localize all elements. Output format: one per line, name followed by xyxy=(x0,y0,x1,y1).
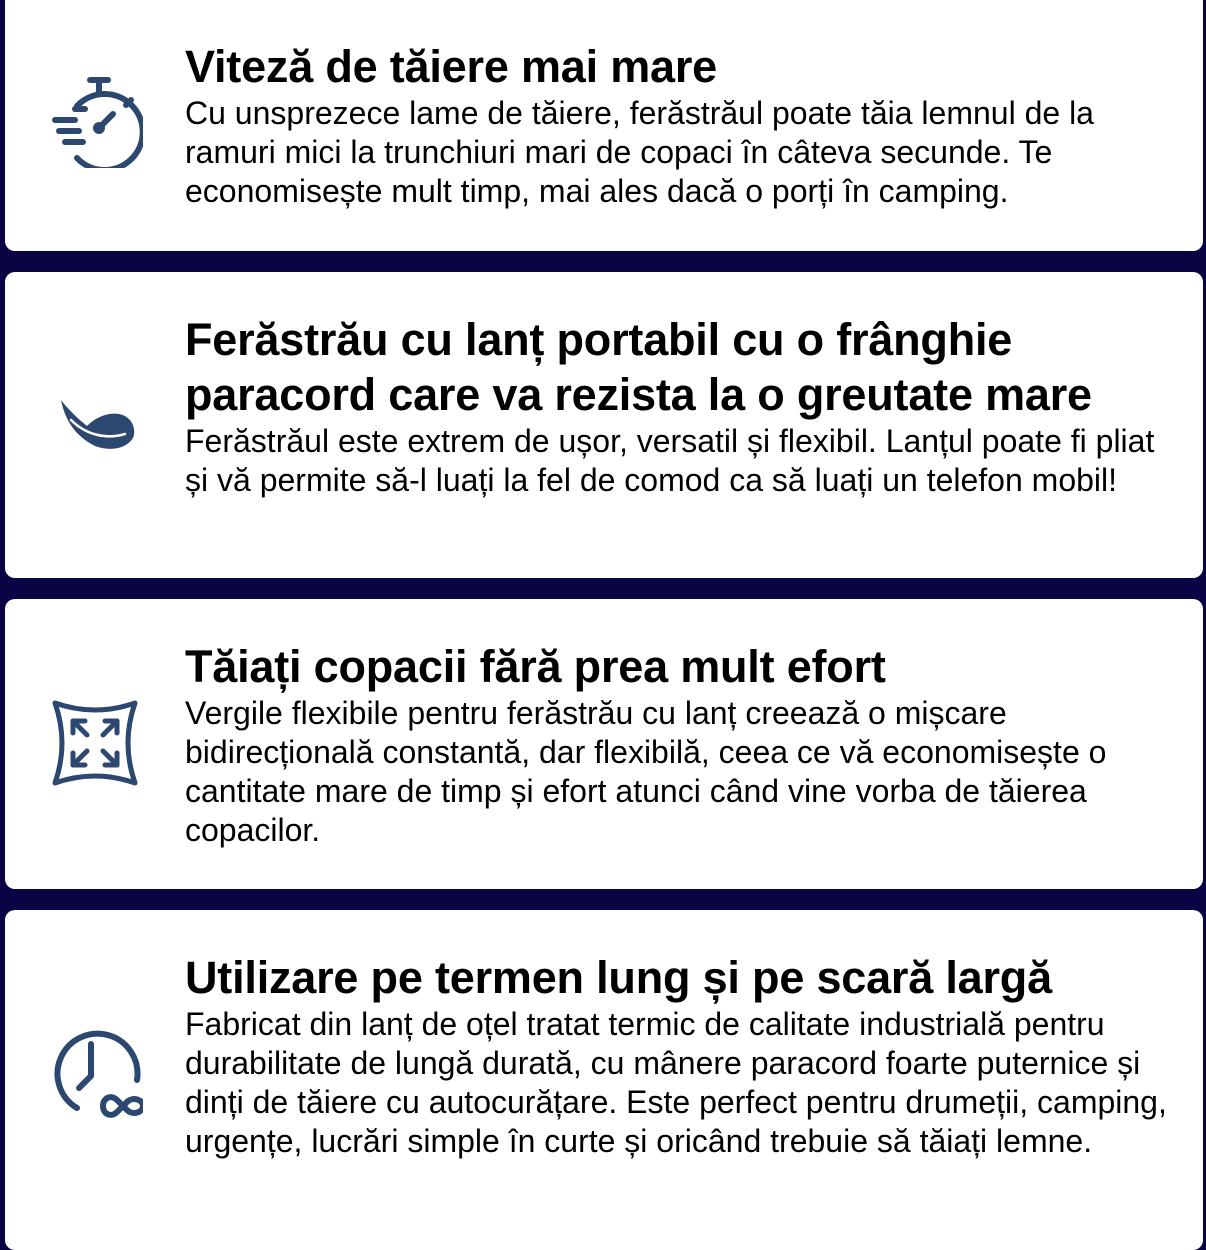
feature-card-portable xyxy=(5,272,1203,578)
clock-infinity-icon xyxy=(47,1024,143,1120)
feature-text xyxy=(185,639,1167,850)
feature-description: Cu unsprezece lame de tăiere, ferăstrăul poate tăia lemnul de la ramuri mici la trunchiuri mari de copaci în câteva secunde. Te economisește mult timp, mai ales dacă o porți în camping. xyxy=(185,95,1094,209)
feather-icon xyxy=(47,378,143,474)
feature-card-effortless xyxy=(5,599,1203,889)
feature-text xyxy=(185,39,1167,211)
feature-title: Utilizare pe termen lung și pe scară largă xyxy=(185,952,1052,1003)
feature-description: Vergile flexibile pentru ferăstrău cu lanț creează o mișcare bidirecțională constantă, dar flexibilă, ceea ce vă economisește o cantitate mare de timp și efort atunci când vine vorba de tăierea copacilor. xyxy=(185,695,1107,848)
feature-title: Viteză de tăiere mai mare xyxy=(185,41,717,92)
stopwatch-speed-icon xyxy=(47,72,143,168)
feature-text xyxy=(185,950,1167,1161)
feature-description: Ferăstrăul este extrem de ușor, versatil și flexibil. Lanțul poate fi pliat și vă permite să-l luați la fel de comod ca să luați un telefon mobil! xyxy=(185,423,1155,498)
feature-card-durability xyxy=(5,910,1203,1250)
feature-description: Fabricat din lanț de oțel tratat termic de calitate industrială pentru durabilitate de lungă durată, cu mânere paracord foarte puternice și dinți de tăiere cu autocurățare. Este perfect pentru drumeții, camping, urgențe, lucrări simple în curte și oricând trebuie să tăiați lemne. xyxy=(185,1006,1167,1159)
feature-text xyxy=(185,312,1167,500)
feature-title: Ferăstrău cu lanț portabil cu o frânghie paracord care va rezista la o greutate mare xyxy=(185,314,1092,420)
feature-title: Tăiați copacii fără prea mult efort xyxy=(185,641,886,692)
flexible-square-arrows-icon xyxy=(47,695,143,791)
feature-card-cutting-speed xyxy=(5,0,1203,251)
